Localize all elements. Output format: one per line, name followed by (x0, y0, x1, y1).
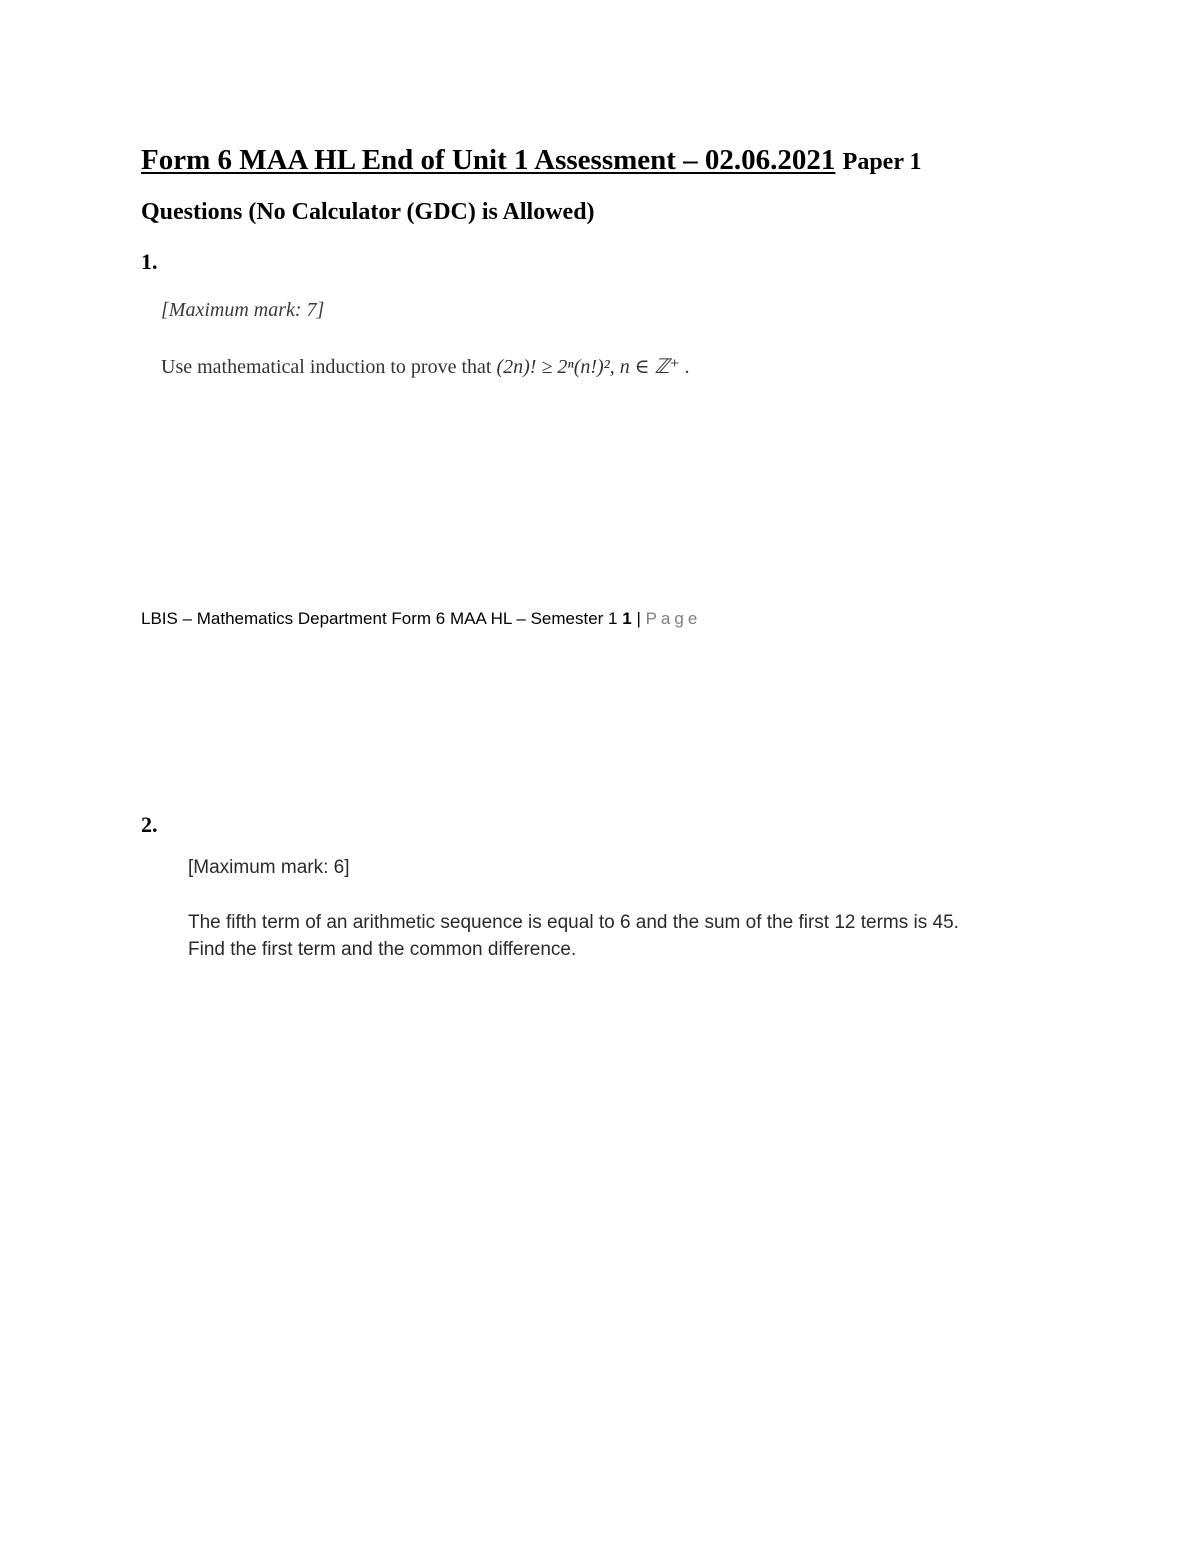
question-1-max-mark: [Maximum mark: 7] (161, 299, 325, 321)
question-1-number: 1. (141, 249, 158, 274)
question-2-number: 2. (141, 812, 158, 837)
footer-page-number: 1 (622, 609, 632, 628)
question-2-text (188, 909, 959, 963)
question-2-line-1: The fifth term of an arithmetic sequence is equal to 6 and the sum of the first 12 terms is 45. (188, 912, 959, 933)
question-1-formula: (2n)! ≥ 2ⁿ(n!)², n ∈ ℤ⁺ . (496, 356, 690, 378)
question-2-line-2: Find the first term and the common difference. (188, 939, 577, 960)
page-footer (141, 607, 701, 631)
question-1-text (161, 353, 690, 381)
section-subtitle: Questions (No Calculator (GDC) is Allowed) (141, 199, 595, 225)
footer-page-word: Page (645, 609, 702, 628)
title-main: Form 6 MAA HL End of Unit 1 Assessment – 02.06.2021 (141, 144, 836, 176)
question-2-max-mark: [Maximum mark: 6] (188, 857, 350, 878)
footer-text: LBIS – Mathematics Department Form 6 MAA HL – Semester 1 (141, 609, 618, 628)
footer-separator: | (636, 609, 641, 628)
title-paper: Paper 1 (842, 149, 922, 175)
question-1-text-prefix: Use mathematical induction to prove that (161, 356, 492, 378)
document-title (141, 140, 922, 182)
